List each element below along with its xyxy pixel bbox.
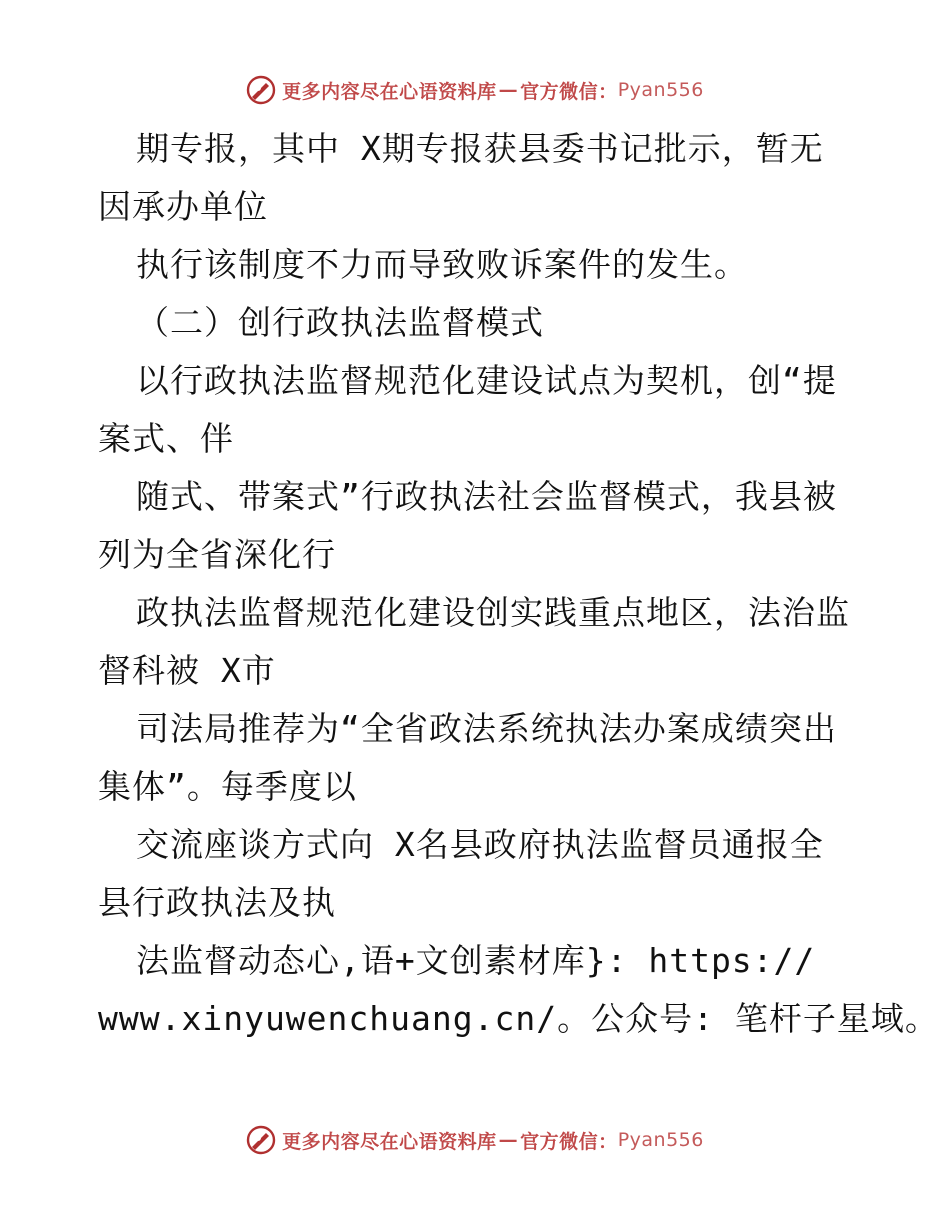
text-line: 政执法监督规范化建设创实践重点地区，法治监 [136,593,850,632]
text-line: 期专报，其中 X期专报获县委书记批示，暂无 [136,129,824,168]
header-banner-dash: — [498,79,519,101]
text-line: 因承办单位 [98,187,268,226]
document-body [98,120,939,1048]
header-banner-title: 更多内容尽在心语资料库 [282,80,497,103]
text-line: 以行政执法监督规范化建设试点为契机，创“提 [136,361,837,400]
header-banner [0,70,950,110]
text-line: 集体”。每季度以 [98,767,357,806]
text-line: 县行政执法及执 [98,883,336,922]
text-line: 法监督动态心,语+文创素材库}: https:// [136,941,816,980]
text-line: 交流座谈方式向 X名县政府执法监督员通报全 [136,825,824,864]
text-line: 列为全省深化行 [98,535,336,574]
footer-banner-dash: — [498,1129,519,1151]
footer-banner-title: 更多内容尽在心语资料库 [282,1130,497,1153]
text-line: 司法局推荐为“全省政法系统执法办案成绩突出 [136,709,837,748]
header-banner-wechat-label: 官方微信： [520,80,618,103]
footer-banner-wechat-label: 官方微信： [520,1130,618,1153]
text-line: 案式、伴 [98,419,234,458]
text-line: www.xinyuwenchuang.cn/。公众号: 笔杆子星域。 [98,999,939,1038]
logo-icon [246,1125,276,1155]
section-heading: （二）创行政执法监督模式 [136,303,544,342]
footer-banner-wechat-id: Pyan556 [617,1129,704,1151]
text-line: 督科被 X市 [98,651,276,690]
text-line: 随式、带案式”行政执法社会监督模式，我县被 [136,477,837,516]
header-banner-wechat-id: Pyan556 [617,79,704,101]
logo-icon [246,75,276,105]
text-line: 执行该制度不力而导致败诉案件的发生。 [136,245,748,284]
footer-banner [0,1120,950,1160]
